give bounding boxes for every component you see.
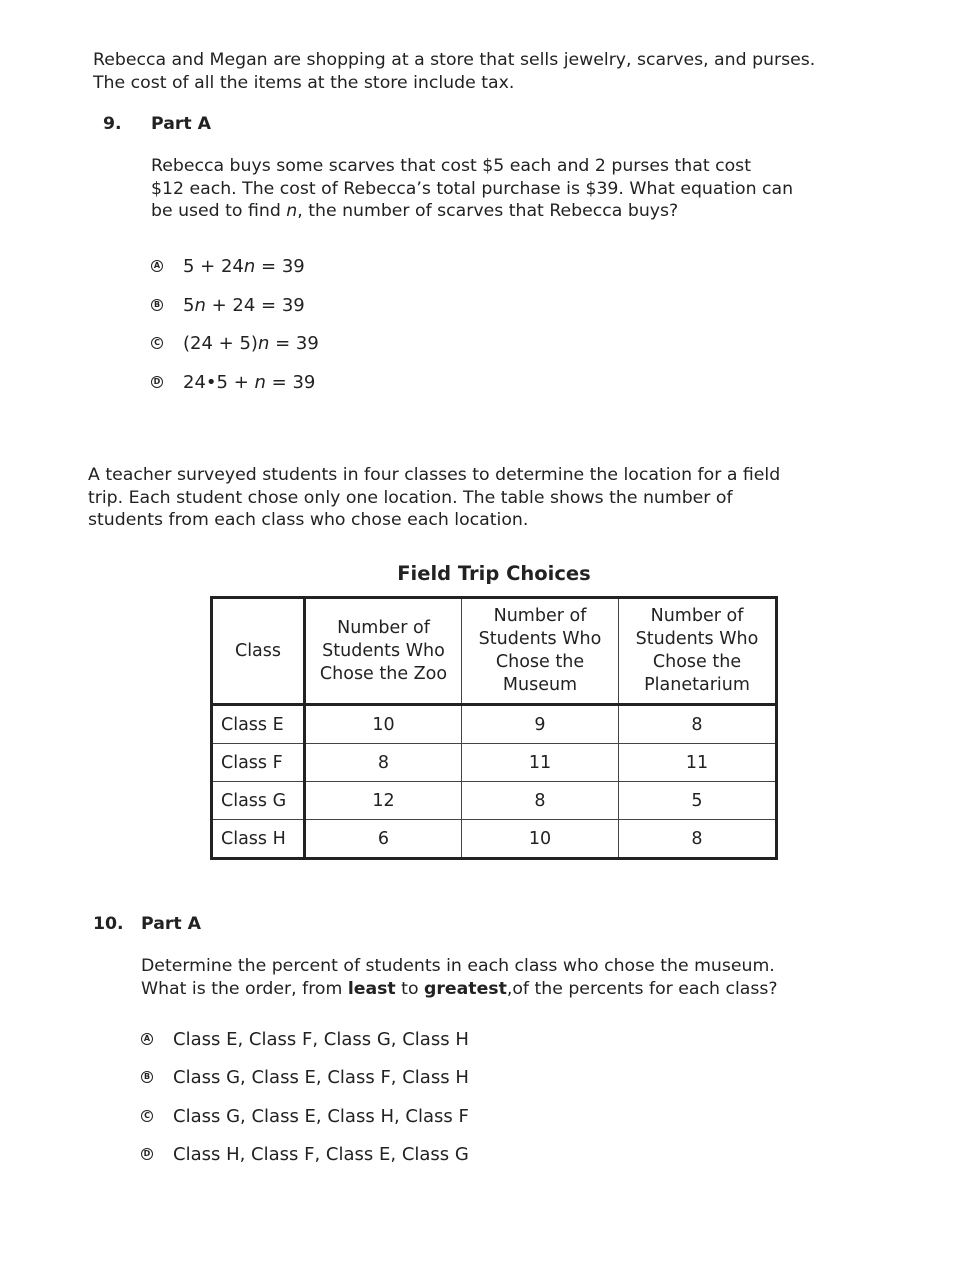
intro-paragraph xyxy=(93,49,815,94)
answer-bubble-icon[interactable]: C xyxy=(141,1110,153,1122)
answer-bubble-icon[interactable]: C xyxy=(151,337,163,349)
passage-line: A teacher surveyed students in four classes to determine the location for a field xyxy=(88,465,781,485)
count-cell: 11 xyxy=(619,744,777,782)
variable: n xyxy=(257,332,270,354)
column-header: Class xyxy=(212,598,305,705)
variable: n xyxy=(243,255,256,277)
answer-option-b[interactable] xyxy=(141,1065,469,1089)
table-row xyxy=(212,820,777,859)
text: to xyxy=(395,978,425,999)
equation xyxy=(183,256,305,277)
option-text: Class H, Class F, Class E, Class G xyxy=(173,1143,469,1165)
column-header: Number of Students Who Chose the Museum xyxy=(462,598,619,705)
count-cell: 8 xyxy=(462,782,619,820)
question-10-number: 10. xyxy=(93,914,124,934)
question-9-part: Part A xyxy=(151,114,212,134)
text: (24 + 5) xyxy=(183,332,258,354)
question-line: Determine the percent of students in each class who chose the museum. xyxy=(141,956,775,976)
text: = 39 xyxy=(265,371,316,393)
equation xyxy=(183,295,305,316)
question-line: Rebecca buys some scarves that cost $5 each and 2 purses that cost xyxy=(151,156,751,176)
class-cell: Class G xyxy=(212,782,305,820)
intro-line: Rebecca and Megan are shopping at a store that sells jewelry, scarves, and purses. xyxy=(93,50,816,70)
text: 5 xyxy=(183,294,195,316)
answer-option-a[interactable] xyxy=(151,254,305,278)
text: + 24 = 39 xyxy=(205,294,305,316)
question-line xyxy=(151,200,793,223)
count-cell: 10 xyxy=(305,705,462,744)
question-9-number: 9. xyxy=(103,114,122,134)
class-cell: Class F xyxy=(212,744,305,782)
variable: n xyxy=(286,201,298,221)
passage-line: trip. Each student chose only one location. The table shows the number of xyxy=(88,487,733,508)
text: 24•5 + xyxy=(183,371,255,393)
emphasis: least xyxy=(347,978,396,999)
answer-option-b[interactable] xyxy=(151,293,305,317)
count-cell: 9 xyxy=(462,705,619,744)
passage-line: students from each class who chose each location. xyxy=(88,510,529,530)
text: , the number of scarves that Rebecca buys? xyxy=(297,201,679,221)
question-10-text xyxy=(141,955,778,1000)
question-line: $12 each. The cost of Rebecca’s total purchase is $39. What equation can xyxy=(151,178,794,199)
class-cell: Class E xyxy=(212,705,305,744)
intro-line: The cost of all the items at the store include tax. xyxy=(93,72,515,93)
count-cell: 8 xyxy=(305,744,462,782)
text: be used to find xyxy=(151,201,287,221)
table-row xyxy=(212,744,777,782)
class-cell: Class H xyxy=(212,820,305,859)
column-header: Number of Students Who Chose the Zoo xyxy=(305,598,462,705)
table-row xyxy=(212,705,777,744)
answer-bubble-icon[interactable]: A xyxy=(151,260,163,272)
equation xyxy=(183,333,319,354)
answer-bubble-icon[interactable]: B xyxy=(141,1071,153,1083)
answer-option-c[interactable] xyxy=(151,331,319,355)
text: What is the order, from xyxy=(141,978,348,999)
text: = 39 xyxy=(269,332,319,354)
count-cell: 6 xyxy=(305,820,462,859)
count-cell: 8 xyxy=(619,705,777,744)
question-line xyxy=(141,978,778,1001)
text: ,of the percents for each class? xyxy=(506,978,778,999)
field-trip-table xyxy=(210,596,778,860)
answer-bubble-icon[interactable]: A xyxy=(141,1033,153,1045)
count-cell: 10 xyxy=(462,820,619,859)
emphasis: greatest xyxy=(424,978,507,999)
variable: n xyxy=(194,294,206,316)
count-cell: 12 xyxy=(305,782,462,820)
question-9-text xyxy=(151,155,793,223)
table-row xyxy=(212,782,777,820)
answer-option-c[interactable] xyxy=(141,1104,469,1128)
table-title: Field Trip Choices xyxy=(397,562,591,585)
count-cell: 11 xyxy=(462,744,619,782)
variable: n xyxy=(254,371,266,393)
answer-option-d[interactable] xyxy=(151,370,315,394)
answer-option-d[interactable] xyxy=(141,1142,469,1166)
answer-bubble-icon[interactable]: D xyxy=(141,1148,153,1160)
column-header: Number of Students Who Chose the Planetarium xyxy=(619,598,777,705)
count-cell: 8 xyxy=(619,820,777,859)
answer-bubble-icon[interactable]: D xyxy=(151,376,163,388)
count-cell: 5 xyxy=(619,782,777,820)
text: = 39 xyxy=(255,255,305,277)
passage-paragraph xyxy=(88,464,780,532)
text: 5 + 24 xyxy=(183,255,244,277)
option-text: Class G, Class E, Class H, Class F xyxy=(173,1105,469,1127)
answer-option-a[interactable] xyxy=(141,1027,469,1051)
answer-bubble-icon[interactable]: B xyxy=(151,299,163,311)
option-text: Class E, Class F, Class G, Class H xyxy=(173,1028,469,1050)
question-10-part: Part A xyxy=(141,914,202,934)
option-text: Class G, Class E, Class F, Class H xyxy=(173,1066,469,1088)
equation xyxy=(183,372,315,393)
